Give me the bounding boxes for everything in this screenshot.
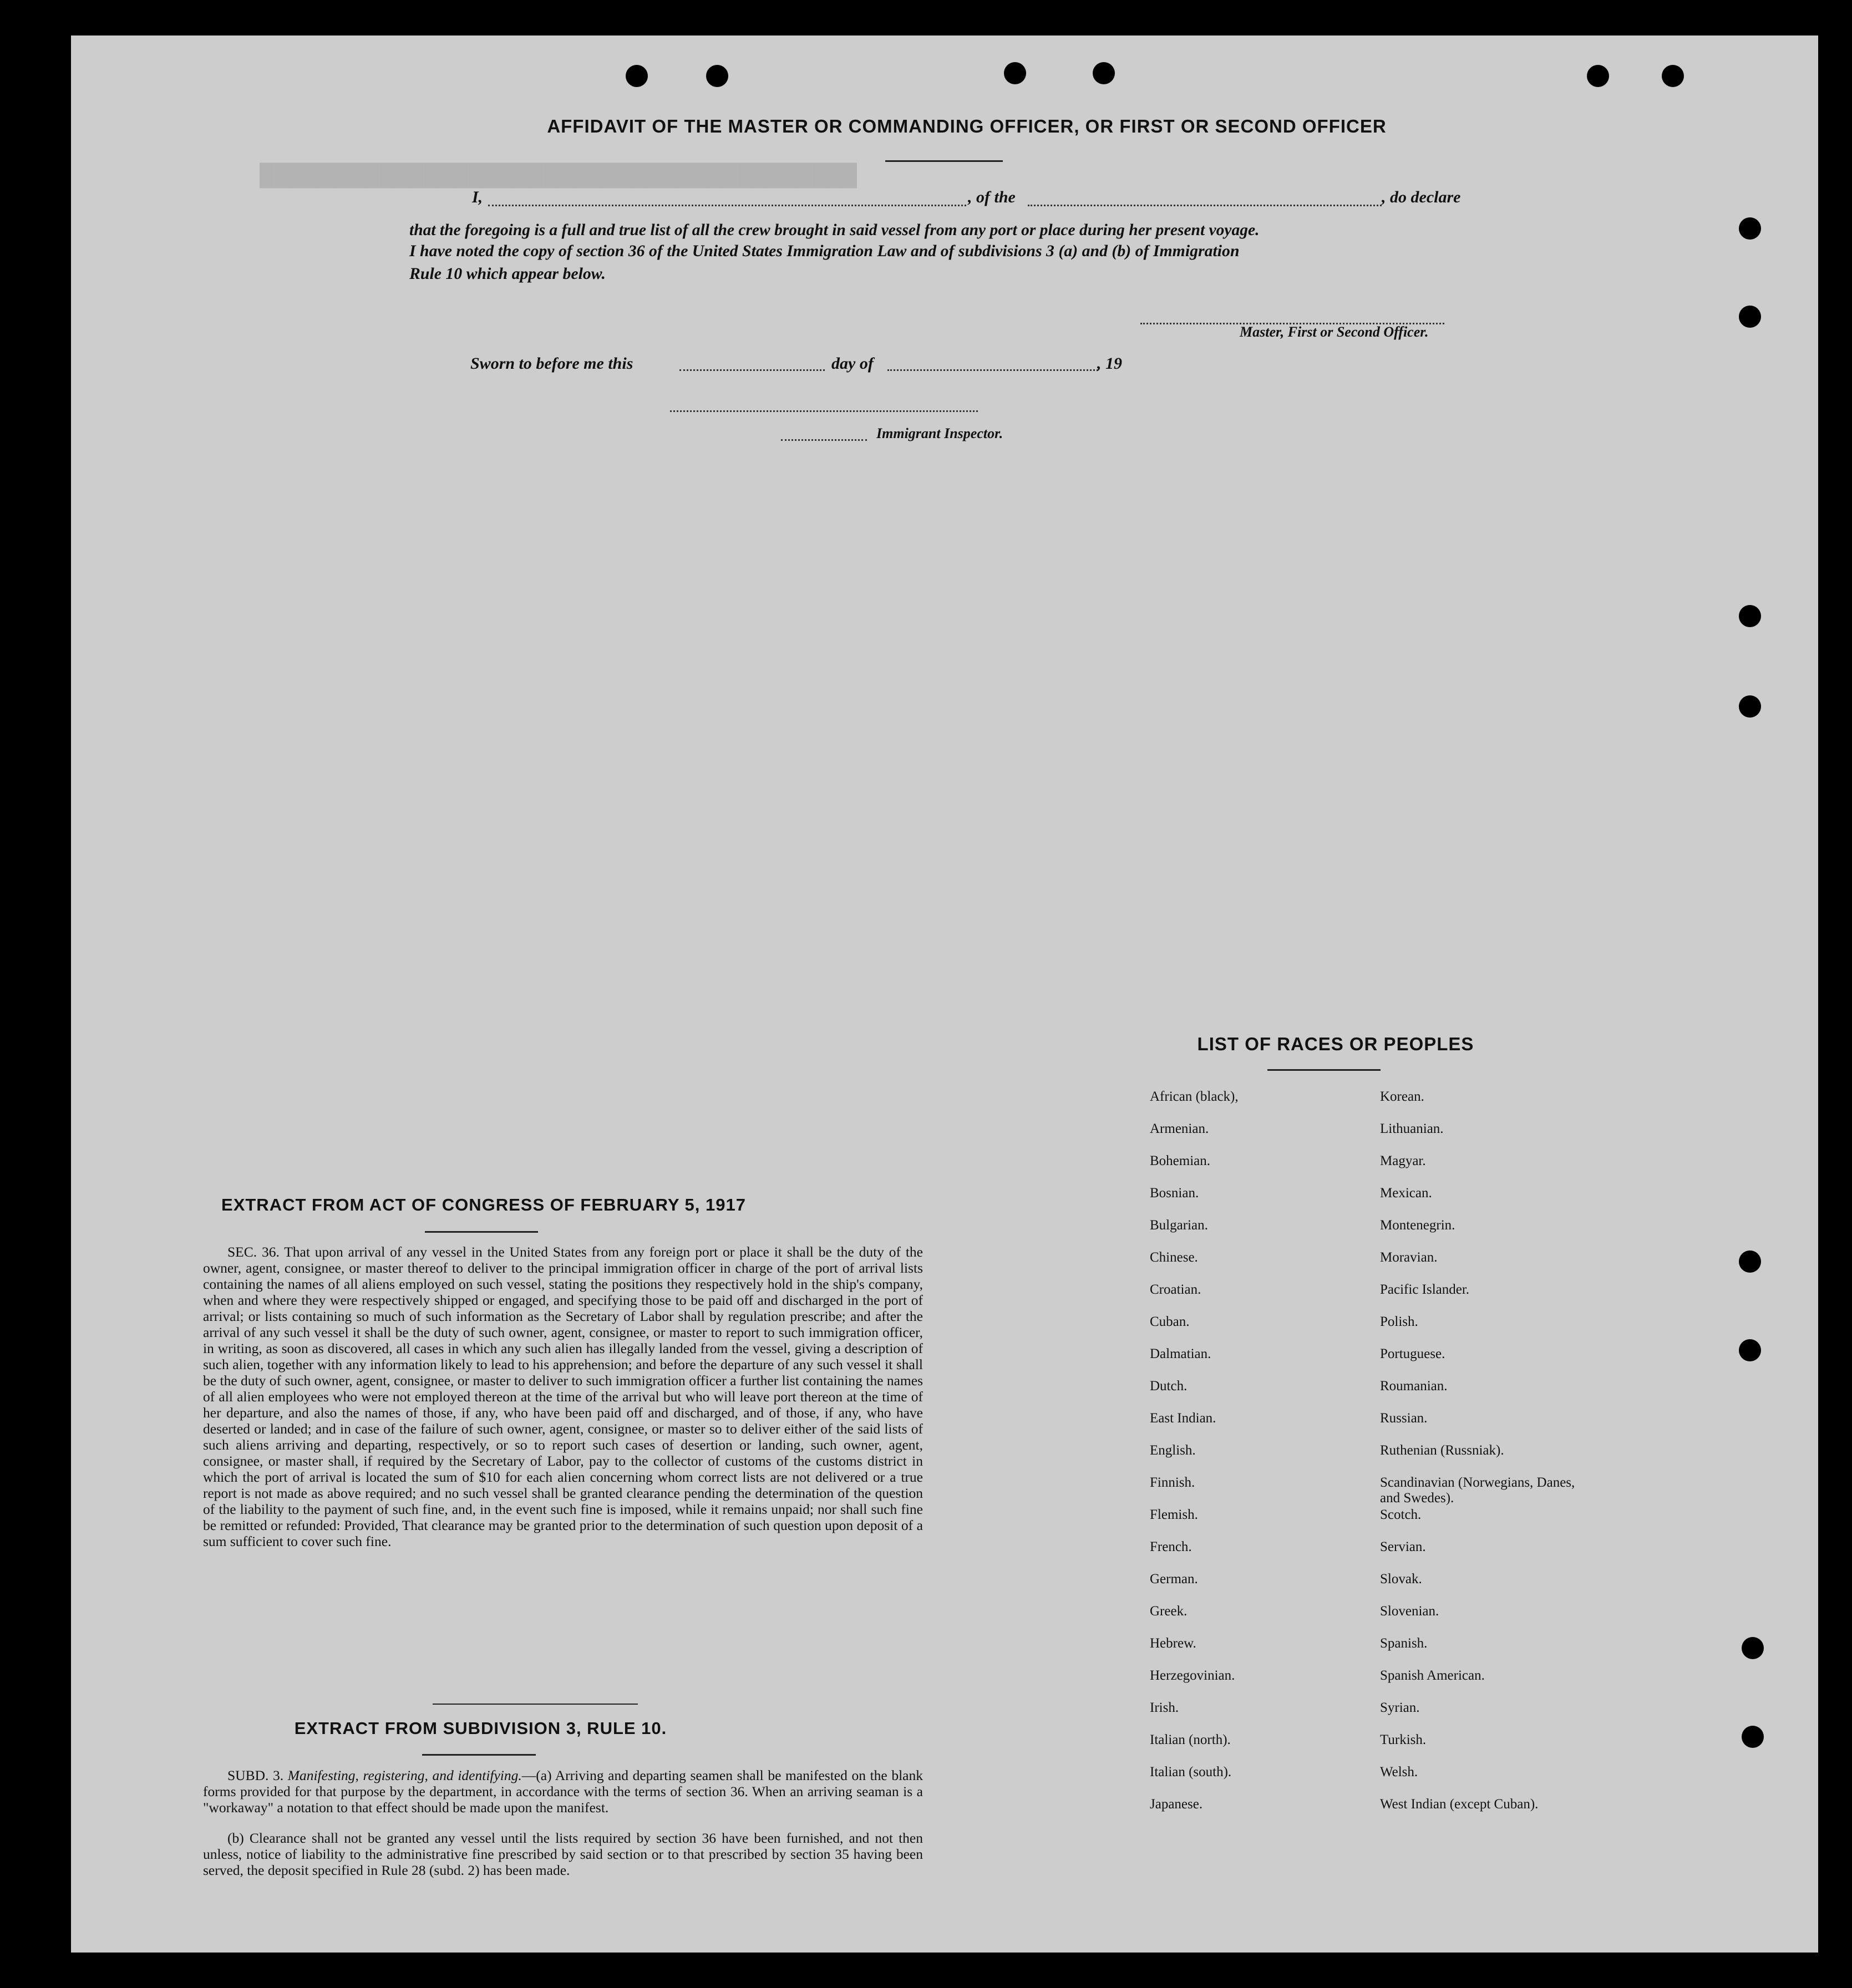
officer-signature-caption: Master, First or Second Officer. xyxy=(1240,324,1429,340)
affidavit-line-4: Rule 10 which appear below. xyxy=(409,265,606,283)
affidavit-title: AFFIDAVIT OF THE MASTER OR COMMANDING OFFICER, OR FIRST OR SECOND OFFICER xyxy=(547,116,1387,136)
race-list-item: Lithuanian. xyxy=(1380,1121,1444,1136)
punch-hole xyxy=(1742,1637,1764,1659)
race-list-item: Chinese. xyxy=(1150,1250,1198,1265)
bleed-through-texture: ████████████████████████████████████████ xyxy=(260,164,857,187)
title-underline xyxy=(425,1231,538,1233)
extract-rule-para-b: (b) Clearance shall not be granted any vessel until the lists required by section 36 have been furnished, and not then unless, notice of liability to the administrative fine prescribed by said section or to that prescribed by section 35 having been served, the deposit specified in Rule 28 (subd. 2) has been made. xyxy=(203,1830,923,1878)
extract-act-title: EXTRACT FROM ACT OF CONGRESS OF FEBRUARY 5, 1917 xyxy=(221,1195,746,1214)
inspector-caption: Immigrant Inspector. xyxy=(876,425,1003,441)
race-list-item: Mexican. xyxy=(1380,1186,1432,1201)
punch-hole xyxy=(1004,62,1026,84)
race-list-item: Pacific Islander. xyxy=(1380,1282,1470,1297)
day-of-label: day of xyxy=(831,354,874,373)
race-list-item: Scotch. xyxy=(1380,1507,1422,1522)
race-list-item: West Indian (except Cuban). xyxy=(1380,1797,1539,1812)
affidavit-i-label: I, xyxy=(472,188,483,206)
punch-hole xyxy=(706,65,728,87)
para-a-italic: Manifesting, registering, and identifying. xyxy=(287,1767,522,1783)
race-list-item: Croatian. xyxy=(1150,1282,1201,1297)
race-list-item: Dutch. xyxy=(1150,1379,1188,1394)
inspector-signature-lead xyxy=(781,439,867,441)
race-list-item: Polish. xyxy=(1380,1314,1418,1329)
race-list-item: Dalmatian. xyxy=(1150,1346,1211,1361)
document-page xyxy=(71,35,1818,1953)
race-list-item: Italian (south). xyxy=(1150,1765,1232,1779)
extract-rule-title: EXTRACT FROM SUBDIVISION 3, RULE 10. xyxy=(294,1718,667,1738)
race-list-item: Spanish. xyxy=(1380,1636,1428,1651)
punch-hole xyxy=(1739,605,1761,627)
race-list-item: Scandinavian (Norwegians, Danes, and Swedes). xyxy=(1380,1475,1575,1506)
race-list-item: Slovak. xyxy=(1380,1572,1422,1587)
para-a-rest: —(a) Arriving and departing seamen shall be manifested on the blank forms provided for that purpose by the department, in accordance with the terms of section 36. When an arriving seaman is a "workaway" a notation to that effect should be made upon the manifest. xyxy=(203,1767,923,1816)
race-list-item: Roumanian. xyxy=(1380,1379,1448,1394)
race-list-item: Cuban. xyxy=(1150,1314,1190,1329)
race-list-item: Spanish American. xyxy=(1380,1668,1485,1683)
race-list-item: Italian (north). xyxy=(1150,1732,1231,1747)
race-list-item: Bohemian. xyxy=(1150,1153,1211,1168)
punch-hole xyxy=(1662,65,1684,87)
race-list-item: Portuguese. xyxy=(1380,1346,1445,1361)
race-list-item: Hebrew. xyxy=(1150,1636,1196,1651)
race-list-item: Welsh. xyxy=(1380,1765,1418,1779)
race-list-item: German. xyxy=(1150,1572,1198,1587)
affidavit-line-2: that the foregoing is a full and true list of all the crew brought in said vessel from any port or place during her present voyage. xyxy=(409,221,1260,239)
affidavit-line-3: I have noted the copy of section 36 of the United States Immigration Law and of subdivisions 3 (a) and (b) of Immigration xyxy=(409,242,1240,260)
race-list-item: French. xyxy=(1150,1539,1192,1554)
year-label: , 19 xyxy=(1097,354,1122,373)
races-title: LIST OF RACES OR PEOPLES xyxy=(1197,1034,1474,1054)
day-field[interactable] xyxy=(679,369,825,371)
race-list-item: Servian. xyxy=(1380,1539,1426,1554)
race-list-item: Bosnian. xyxy=(1150,1186,1199,1201)
title-underline xyxy=(1267,1069,1381,1071)
title-underline xyxy=(422,1754,536,1756)
race-list-item: Turkish. xyxy=(1380,1732,1427,1747)
affidavit-do-declare: , do declare xyxy=(1382,188,1461,206)
race-list-item: Finnish. xyxy=(1150,1475,1195,1490)
affidavit-of-the: , of the xyxy=(968,188,1016,206)
race-list-item: English. xyxy=(1150,1443,1196,1458)
race-list-item: Irish. xyxy=(1150,1700,1179,1715)
race-list-item: Moravian. xyxy=(1380,1250,1438,1265)
race-list-item: Herzegovinian. xyxy=(1150,1668,1235,1683)
race-list-item: Bulgarian. xyxy=(1150,1218,1208,1233)
punch-hole xyxy=(1739,306,1761,328)
punch-hole xyxy=(1587,65,1609,87)
race-list-item: Armenian. xyxy=(1150,1121,1209,1136)
para-a-lead: SUBD. 3. xyxy=(227,1767,288,1783)
race-list-item: Syrian. xyxy=(1380,1700,1420,1715)
extract-act-text: SEC. 36. That upon arrival of any vessel in the United States from any foreign port or place it shall be the duty of the owner, agent, consignee, or master thereof to deliver to the principal immigration officer in charge of the port of arrival lists containing the names of all aliens employed on such vessel, stating the positions they respectively hold in the ship's company, when and where they were respectively shipped or engaged, and specifying those to be paid off and discharged in the port of arrival; or lists containing so much of such information as the Secretary of Labor shall by regulation prescribe; and after the arrival of any such vessel it shall be the duty of such owner, agent, consignee, or master to report to such immigration officer, in writing, as soon as discovered, all cases in which any such alien has illegally landed from the vessel, giving a description of such alien, together with any information likely to lead to his apprehension; and before the departure of any such vessel it shall be the duty of such owner, agent, consignee, or master to deliver to such immigration officer a further list containing the names of all alien employees who were not employed thereon at the time of the arrival but who will leave port thereon at the time of her departure, and also the names of those, if any, who have been paid off and discharged, and of those, if any, who have deserted or landed; and in case of the failure of such owner, agent, consignee, or master so to deliver either of the said lists of such aliens arriving and departing, respectively, or so to report such cases of desertion or landing, such owner, agent, consignee, or master shall, if required by the Secretary of Labor, pay to the collector of customs of the customs district in which the port of arrival is located the sum of $10 for each alien concerning whom correct lists are not delivered or a true report is not made as above required; and no such vessel shall be granted clearance pending the determination of the question of the liability to the payment of such fine, and, in the event such fine is imposed, while it remains unpaid; nor shall such fine be remitted or refunded: Provided, That clearance may be granted prior to the determination of such question upon deposit of a sum sufficient to cover such fine. xyxy=(203,1244,923,1549)
sworn-to-label: Sworn to before me this xyxy=(470,354,633,373)
race-list-item: Korean. xyxy=(1380,1089,1424,1104)
race-list-item: Flemish. xyxy=(1150,1507,1198,1522)
punch-hole xyxy=(1739,1339,1761,1361)
punch-hole xyxy=(1739,1250,1761,1273)
races-column-1 xyxy=(1150,1089,1327,1829)
month-field[interactable] xyxy=(887,369,1098,371)
title-underline xyxy=(885,160,1003,162)
punch-hole xyxy=(1093,62,1115,84)
punch-hole xyxy=(626,65,648,87)
punch-hole xyxy=(1739,217,1761,240)
name-field[interactable] xyxy=(488,205,966,206)
punch-hole xyxy=(1742,1726,1764,1748)
race-list-item: Japanese. xyxy=(1150,1797,1203,1812)
race-list-item: Ruthenian (Russniak). xyxy=(1380,1443,1504,1458)
race-list-item: East Indian. xyxy=(1150,1411,1216,1426)
punch-hole xyxy=(1739,695,1761,718)
race-list-item: Greek. xyxy=(1150,1604,1188,1619)
extract-rule-para-a xyxy=(203,1767,923,1816)
vessel-field[interactable] xyxy=(1028,205,1382,206)
race-list-item: Russian. xyxy=(1380,1411,1428,1426)
race-list-item: African (black), xyxy=(1150,1089,1239,1104)
inspector-signature-field[interactable] xyxy=(670,410,978,412)
race-list-item: Slovenian. xyxy=(1380,1604,1439,1619)
race-list-item: Montenegrin. xyxy=(1380,1218,1455,1233)
races-column-2 xyxy=(1380,1089,1580,1829)
section-divider xyxy=(433,1704,638,1705)
race-list-item: Magyar. xyxy=(1380,1153,1426,1168)
